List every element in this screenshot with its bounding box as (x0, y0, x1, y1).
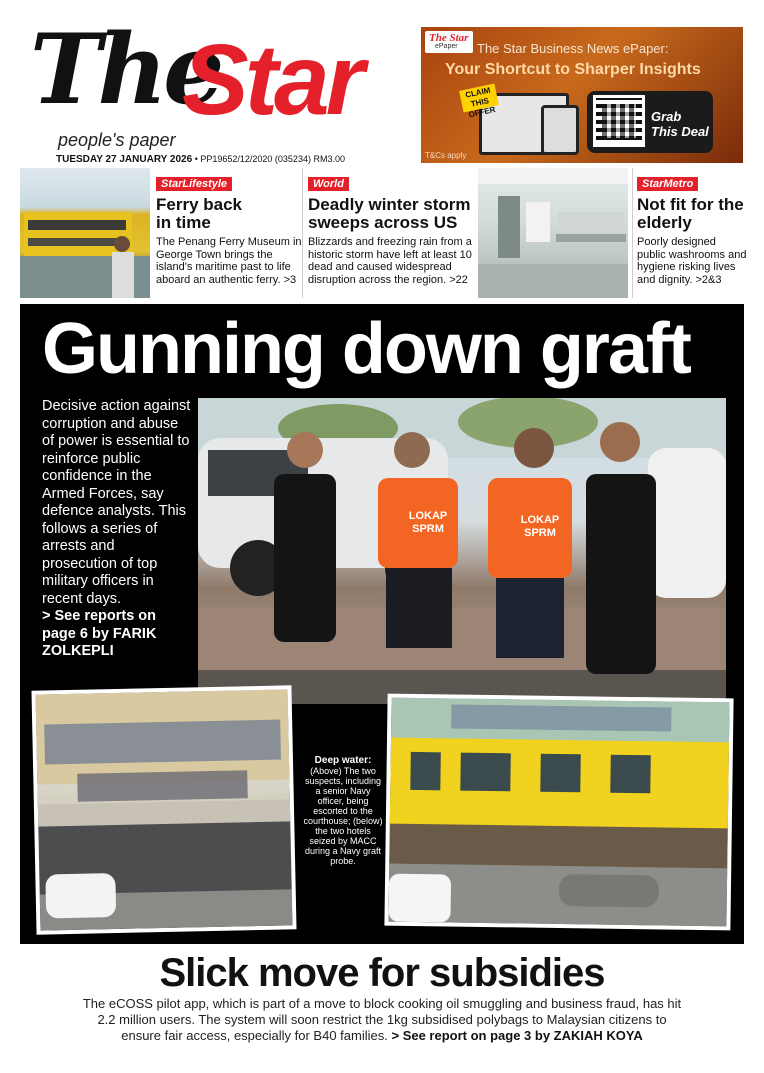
registration-price: • PP19652/12/2020 (035234) RM3.00 (194, 154, 345, 164)
issue-date: TUESDAY 27 JANUARY 2026 (56, 154, 193, 165)
arrest-photo (198, 398, 726, 704)
ad-logo-star: The Star (429, 32, 469, 44)
caption-body: (Above) The two suspects, including a senior Navy officer, being escorted to the courthouse; (below) the two hotels seized by MACC during a Navy graft probe. (303, 766, 383, 866)
second-headline[interactable]: Slick move for subsidies (159, 951, 605, 995)
kicker-world: World (308, 177, 349, 191)
logo-the: The (30, 13, 221, 126)
divider (632, 168, 633, 298)
grab-deal-label[interactable]: Grab This Deal (651, 109, 709, 139)
washroom-photo (478, 168, 628, 298)
kicker-starlifestyle: StarLifestyle (156, 177, 232, 191)
teaser-headline[interactable]: Not fit for the elderly (637, 195, 744, 232)
logo-star: Star (182, 24, 361, 136)
phone-device-image (541, 105, 579, 155)
tagline: people's paper (58, 130, 176, 150)
teaser-elderly[interactable] (637, 174, 747, 286)
epaper-ad-banner[interactable] (421, 27, 743, 163)
ad-logo-sub: ePaper (435, 43, 458, 50)
hotel-photo-1 (31, 685, 296, 934)
teaser-headline[interactable]: Deadly winter storm sweeps across US (308, 195, 471, 232)
caption-title: Deep water: (314, 755, 372, 766)
teaser-storm[interactable] (308, 174, 478, 286)
lead-report-link[interactable]: > See reports on page 6 by FARIK ZOLKEPLI (42, 608, 157, 659)
lead-body-text: Decisive action against corruption and abuse of power is essential to reinforce public confidence in the Armed Forces, say defence analysts. This follows a series of arrests and prosecution of top military officers in recent days. (42, 398, 191, 607)
ad-title: Your Shortcut to Sharper Insights (445, 61, 701, 78)
hotel-2-illustration (388, 698, 729, 927)
qr-code-icon (593, 95, 645, 147)
ferry-illustration (20, 168, 150, 298)
teaser-body: Blizzards and freezing rain from a historic storm have left at least 10 dead and caused widespread disruption across the region. >22 (308, 236, 472, 286)
teaser-body: The Penang Ferry Museum in George Town brings the island's maritime past to life aboard an authentic ferry. >3 (156, 236, 302, 286)
second-report-link[interactable]: > See report on page 3 by ZAKIAH KOYA (391, 1028, 643, 1043)
teaser-headline[interactable]: Ferry back in time (156, 195, 242, 232)
washroom-illustration (478, 168, 628, 298)
teaser-ferry[interactable] (156, 174, 306, 286)
dateline (56, 154, 345, 165)
shirt-text-2: LOKAP SPRM (520, 514, 560, 539)
lead-body (42, 398, 192, 661)
kicker-starmetro: StarMetro (637, 177, 698, 191)
terms-note: T&Cs apply (425, 151, 467, 160)
ferry-photo (20, 168, 150, 298)
photo-caption (302, 756, 384, 866)
ad-logo (425, 31, 473, 53)
teaser-strip (20, 168, 747, 298)
masthead (22, 13, 414, 168)
shirt-text-1: LOKAP SPRM (408, 510, 448, 535)
second-body-text: The eCOSS pilot app, which is part of a move to block cooking oil smuggling and business fraud, has hit 2.2 million users. The system will soon restrict the 1kg subsidised polybags to Malaysian citizens to ensure fair access, especially for B40 families. (82, 996, 682, 1043)
second-body (80, 996, 684, 1044)
hotel-photo-2 (384, 694, 733, 931)
lead-headline[interactable]: Gunning down graft (42, 309, 690, 389)
claim-offer-badge[interactable]: CLAIM THIS OFFER (459, 83, 499, 112)
arrest-illustration (198, 398, 726, 704)
ad-subtitle: The Star Business News ePaper: (477, 41, 669, 56)
lead-story-panel (20, 304, 744, 944)
hotel-1-illustration (36, 689, 293, 930)
teaser-body: Poorly designed public washrooms and hygiene risking lives and dignity. >2&3 (637, 236, 747, 286)
divider (302, 168, 303, 298)
